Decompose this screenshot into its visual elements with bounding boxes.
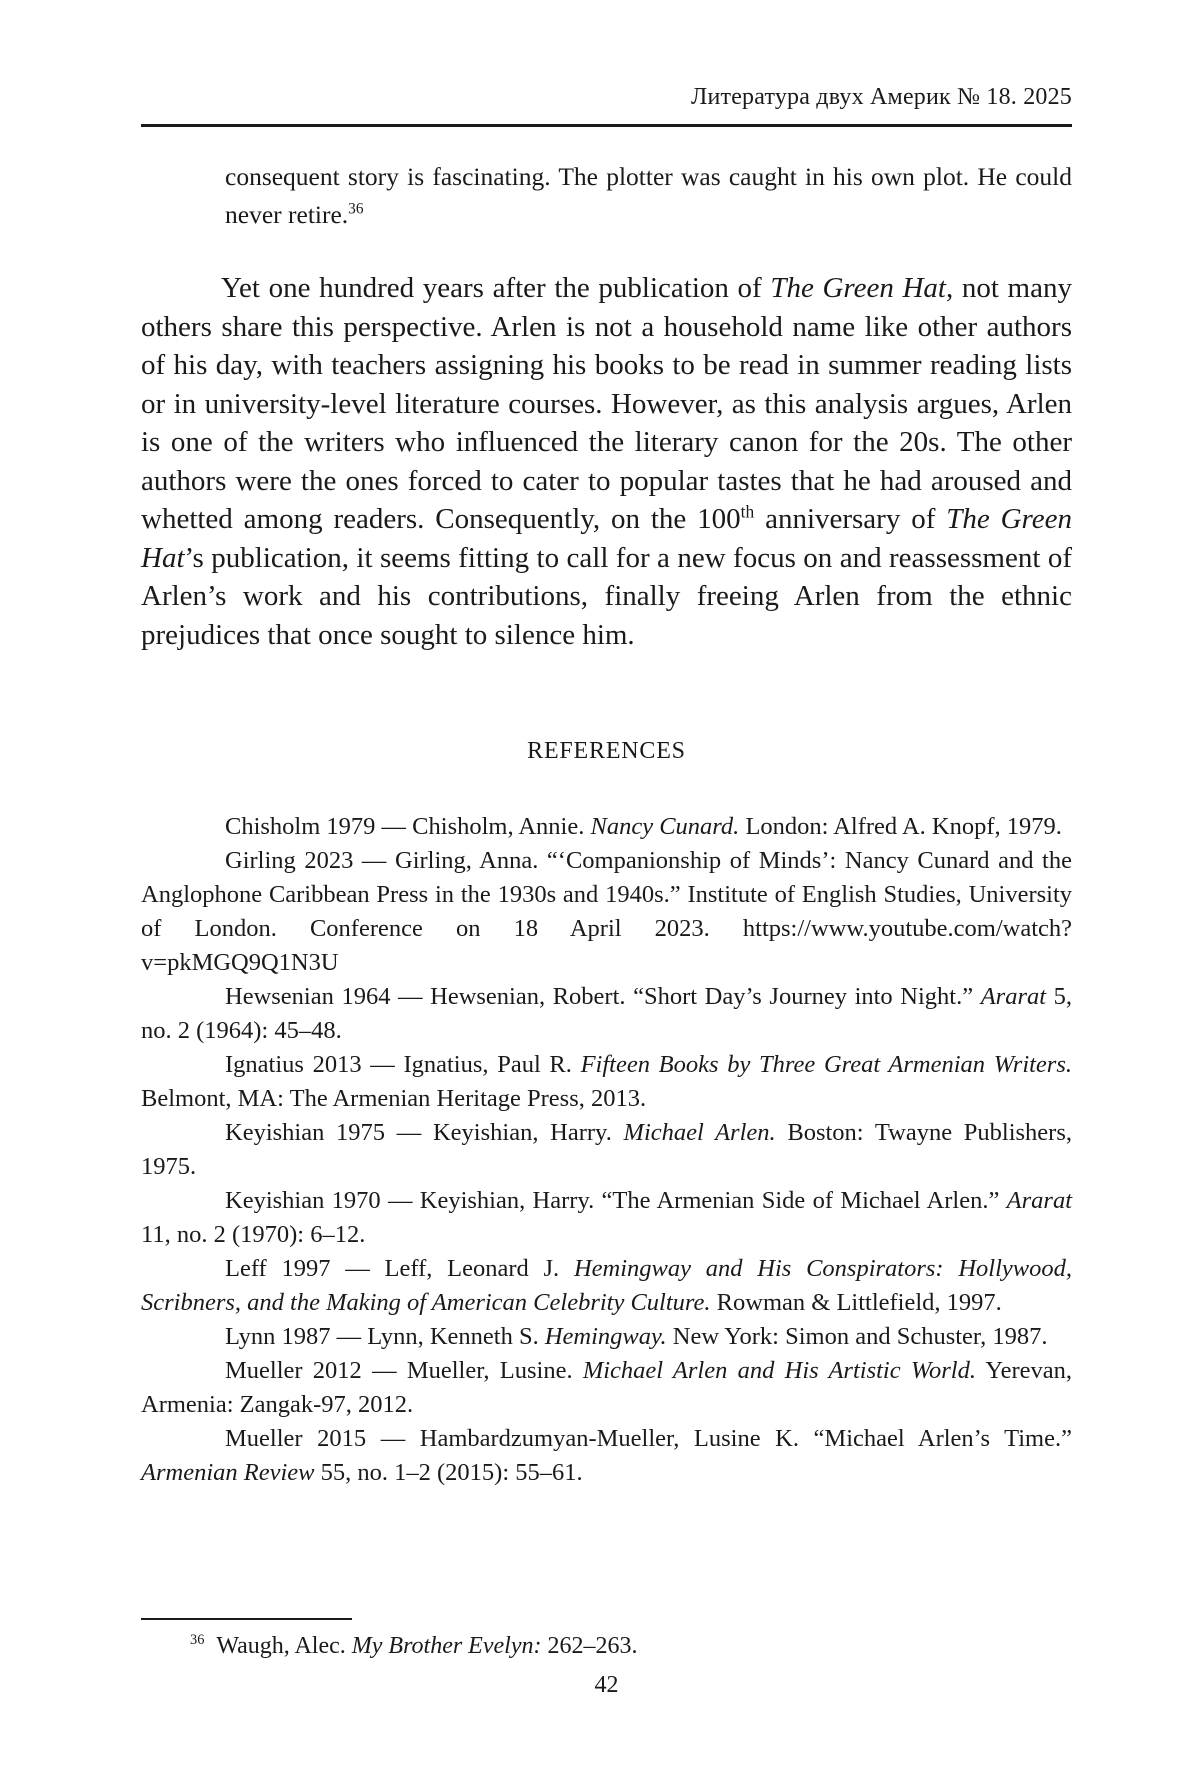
reference-text: Yerevan, Armenia: Zangak-97, 2012.: [141, 1357, 1072, 1418]
reference-text: Rowman & Littlefield, 1997.: [710, 1289, 1002, 1316]
reference-text: Lynn 1987 — Lynn, Kenneth S.: [225, 1323, 545, 1350]
reference-title: Armenian Review: [141, 1459, 315, 1486]
reference-entry: [141, 1252, 1072, 1320]
block-quote: [225, 158, 1072, 234]
reference-text: Mueller 2015 — Hambardzumyan-Mueller, Lusine K. “Michael Arlen’s Time.”: [225, 1425, 1072, 1452]
reference-text: New York: Simon and Schuster, 1987.: [666, 1323, 1048, 1350]
running-header: Литература двух Америк № 18. 2025: [690, 84, 1072, 110]
reference-text: Chisholm 1979 — Chisholm, Annie.: [225, 813, 591, 840]
reference-text: 5, no. 2 (1964): 45–48.: [141, 983, 1072, 1044]
reference-text: Keyishian 1975 — Keyishian, Harry.: [225, 1119, 624, 1146]
reference-text: Ignatius 2013 — Ignatius, Paul R.: [225, 1051, 581, 1078]
page-number: 42: [594, 1672, 619, 1698]
reference-entry: [141, 1354, 1072, 1422]
reference-entry: [141, 1048, 1072, 1116]
footnote-title: My Brother Evelyn:: [351, 1633, 542, 1659]
reference-entry: [141, 1184, 1072, 1252]
references-list: [141, 810, 1072, 1490]
ordinal-suffix: th: [740, 501, 755, 522]
footnote-pages: 262–263.: [541, 1633, 638, 1659]
footnote-number: 36: [190, 1632, 205, 1648]
footnote-rule: [141, 1618, 352, 1620]
reference-text: Girling 2023 — Girling, Anna. “‘Companionship of Minds’: Nancy Cunard and the Anglophone Caribbean Press in the 1930s and 1940s.” Institute of English Studies, University of London. Conference on 18 April 2023. https://www.youtube.com/watch?v=pkMGQ9Q1N3U: [141, 847, 1072, 976]
footnote-author: Waugh, Alec.: [216, 1633, 352, 1659]
reference-entry: [141, 1422, 1072, 1490]
reference-entry: [141, 810, 1072, 844]
footnote: [190, 1630, 1072, 1662]
reference-text: Boston: Twayne Publishers, 1975.: [141, 1119, 1073, 1180]
paragraph-text: anniversary of: [754, 503, 947, 535]
reference-text: 55, no. 1–2 (2015): 55–61.: [314, 1459, 583, 1486]
reference-title: Michael Arlen and His Artistic World.: [582, 1357, 976, 1384]
reference-text: Hewsenian 1964 — Hewsenian, Robert. “Short Day’s Journey into Night.”: [225, 983, 981, 1010]
footnote-reference[interactable]: 36: [348, 200, 364, 218]
header-rule: [141, 124, 1072, 127]
reference-title: Fifteen Books by Three Great Armenian Writers.: [580, 1051, 1073, 1078]
references-heading: REFERENCES: [527, 738, 686, 764]
reference-title: Hemingway and His Conspirators: Hollywood, Scribners, and the Making of American Celebrity Culture.: [141, 1255, 1072, 1316]
book-title: The Green Hat: [770, 272, 946, 304]
body-paragraph: [141, 269, 1072, 654]
reference-title: Nancy Cunard.: [590, 813, 740, 840]
reference-text: Leff 1997 — Leff, Leonard J.: [225, 1255, 574, 1282]
paragraph-text: , not many others share this perspective. Arlen is not a household name like other authors of his day, with teachers assigning his books to be read in summer reading lists or in university-level literature courses. However, as this analysis argues, Arlen is one of the writers who influenced the literary canon for the 20s. The other authors were the ones forced to cater to popular tastes that he had aroused and whetted among readers. Consequently, on the 100: [141, 272, 1072, 535]
reference-entry: [141, 980, 1072, 1048]
reference-text: 11, no. 2 (1970): 6–12.: [141, 1221, 366, 1248]
reference-title: Michael Arlen.: [623, 1119, 776, 1146]
reference-entry: [141, 1116, 1072, 1184]
book-title: The Green Hat: [141, 503, 1072, 574]
reference-title: Hemingway.: [544, 1323, 667, 1350]
reference-entry: [141, 844, 1072, 980]
block-quote-text: consequent story is fascinating. The plotter was caught in his own plot. He could never retire.: [225, 162, 1072, 229]
reference-title: Ararat: [980, 983, 1047, 1010]
paragraph-text: Yet one hundred years after the publication of: [221, 272, 771, 304]
reference-text: Keyishian 1970 — Keyishian, Harry. “The Armenian Side of Michael Arlen.”: [225, 1187, 1007, 1214]
reference-text: London: Alfred A. Knopf, 1979.: [739, 813, 1062, 840]
reference-entry: [141, 1320, 1072, 1354]
reference-text: Mueller 2012 — Mueller, Lusine.: [225, 1357, 583, 1384]
paragraph-text: ’s publication, it seems fitting to call for a new focus on and reassessment of Arlen’s work and his contributions, finally freeing Arlen from the ethnic prejudices that once sought to silence him.: [141, 541, 1072, 651]
reference-title: Ararat: [1006, 1187, 1072, 1214]
reference-text: Belmont, MA: The Armenian Heritage Press, 2013.: [141, 1085, 647, 1112]
